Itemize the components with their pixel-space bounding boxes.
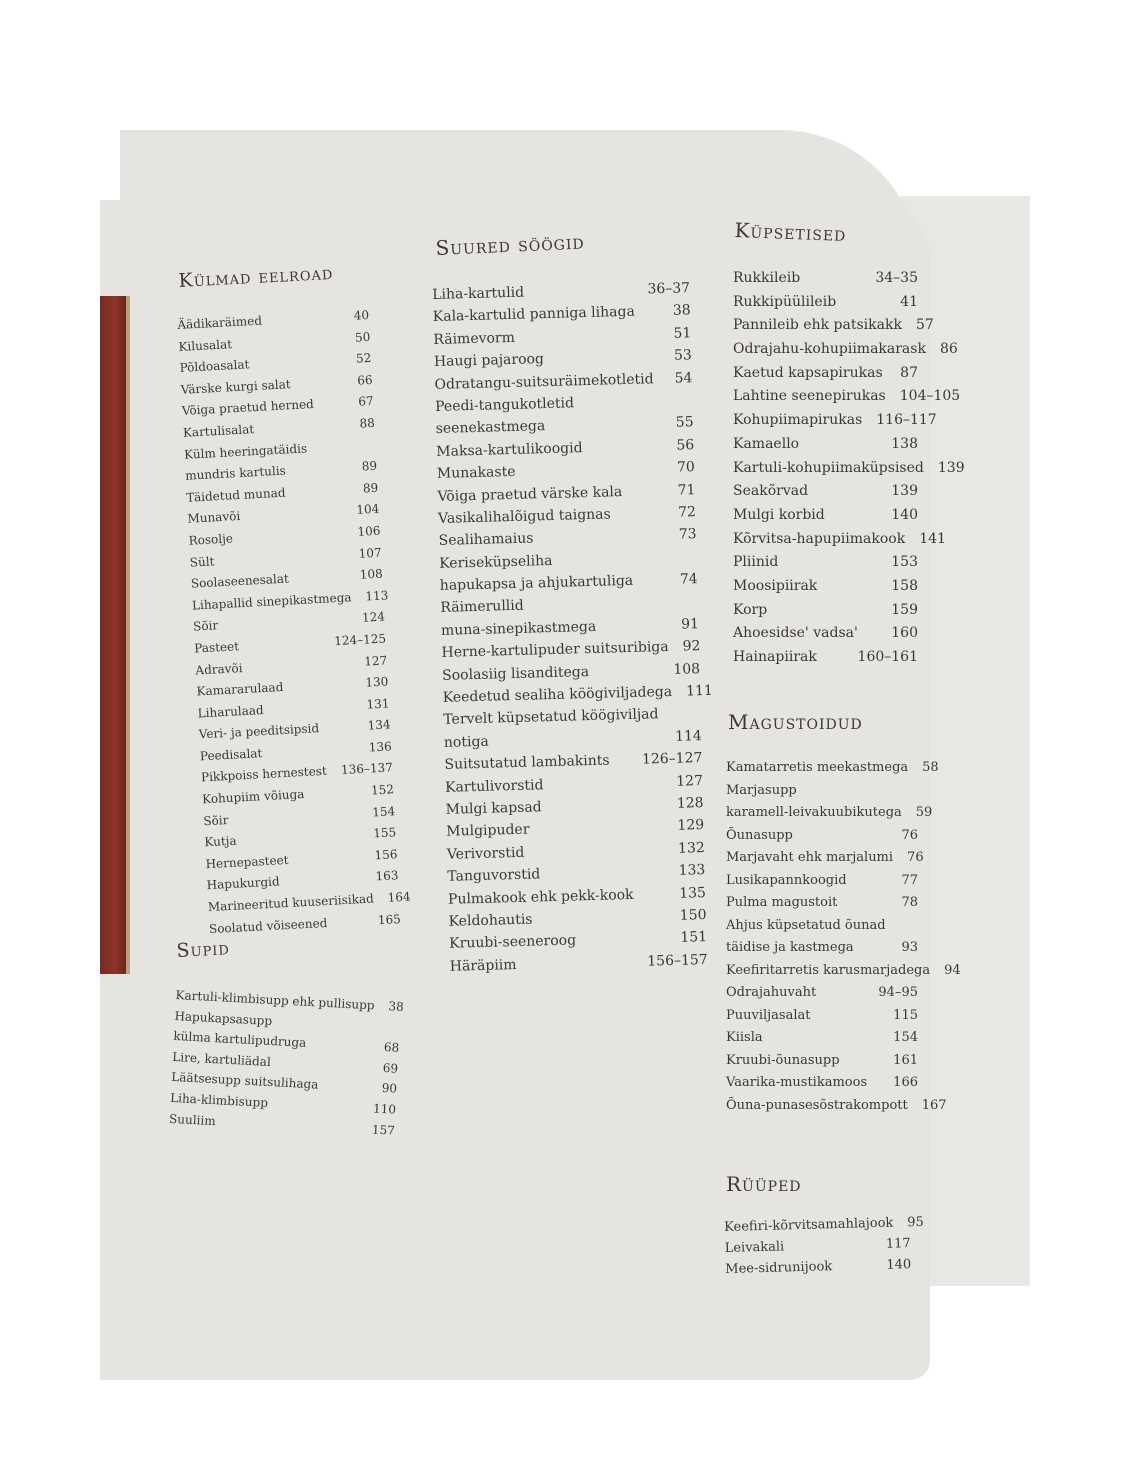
entry-name: seenekastmega [435,418,546,438]
index-entry [726,895,918,918]
entry-page-number: 93 [901,940,918,955]
entry-name: Kartulivorstid [444,776,544,796]
section-title-magustoidud: Magustoidud [728,710,863,734]
entry-name: Sõir [202,812,229,828]
entry-page-number: 156–157 [647,951,708,970]
entry-page-number: 127 [363,652,388,669]
index-entry [726,873,918,896]
entry-page-number: 160 [891,625,918,642]
entry-name: Pulmakook ehk pekk-kook [447,886,634,908]
entry-page-number: 130 [365,674,389,690]
entry-page-number: 88 [359,415,376,431]
index-entry [733,459,965,484]
index-entry [733,625,918,649]
entry-page-number: 150 [679,906,707,924]
index-entry [733,388,961,412]
entry-page-number: 134 [367,717,391,733]
entry-name: Külm heeringatäidis [183,440,308,462]
entry-name: Soolasiig lisanditega [441,663,590,684]
entry-name: Veri- ja peeditsipsid [198,721,320,742]
index-entry [726,985,918,1008]
entry-page-number: 52 [355,351,372,366]
entry-name: Kartulisalat [182,422,255,440]
index-entry [733,365,918,389]
index-entry [726,1008,918,1031]
entry-page-number: 124–125 [333,631,387,649]
entry-page-number: 71 [677,481,696,499]
entry-name: Moosipiirak [733,577,818,594]
section-title-suured-soogid: Suured söögid [435,229,586,260]
entry-name: Kamatarretis meekastmega [726,760,909,775]
entry-page-number: 89 [362,480,379,496]
entry-name: Mulgipuder [446,822,530,841]
index-entry [726,760,939,783]
entry-name: Rosolje [188,531,234,548]
entry-page-number: 127 [676,772,704,790]
entry-name: Kartuli-klimbisupp ehk pullisupp [175,988,375,1013]
entry-page-number: 34–35 [875,270,918,286]
entry-page-number: 36–37 [647,280,691,298]
entry-page-number: 140 [891,506,918,523]
entry-page-number: 53 [673,347,693,364]
index-entry [733,317,934,341]
entry-name: Õunasupp [726,827,793,843]
entry-page-number: 58 [922,760,939,775]
entry-name: Pasteet [193,639,240,656]
entry-page-number: 116–117 [876,412,937,429]
index-entry [733,554,918,578]
entry-page-number: 132 [677,839,705,857]
entry-name: Räimevorm [433,329,516,348]
entry-name: Tanguvorstid [447,866,541,885]
entry-name: Kamararulaad [196,680,284,699]
entry-name: Ahoesidse' vadsa' [733,625,858,642]
entry-page-number: 113 [365,588,389,604]
entry-name: Häräpiim [449,956,517,975]
entry-name: Mulgi korbid [733,506,825,523]
entry-name: Marineeritud kuuseriisikad [207,891,375,915]
entry-name: Keldohautis [448,911,533,930]
entry-name: Seakõrvad [733,483,809,500]
entry-name: Leivakali [724,1239,785,1256]
entry-page-number: 86 [939,341,958,358]
entry-page-number: 89 [361,458,378,474]
entry-name: Adravõi [195,660,243,678]
entry-page-number: 68 [383,1040,400,1055]
entry-page-number: 108 [359,566,384,582]
entry-name: Soolaseenesalat [190,571,290,591]
index-entry [726,1053,918,1076]
index-entry [726,1097,947,1121]
entry-name: Liha-kartulid [432,284,525,303]
entry-page-number: 139 [891,483,918,500]
entry-name: Ahjus küpsetatud õunad [726,917,886,933]
entry-name: Marjasupp [726,782,797,798]
entry-page-number: 155 [372,825,397,841]
entry-name: Pulma magustoit [726,895,838,910]
index-list-ryyped [724,1214,925,1283]
section-title-kupsetised: Küpsetised [734,218,847,246]
index-list-magustoidud [726,760,961,1120]
entry-name: Munavõi [187,509,241,527]
entry-page-number: 51 [673,325,692,342]
entry-name: külma kartulipudruga [173,1029,307,1051]
book-spine [100,296,127,974]
entry-name: Marjavaht ehk marjalumi [726,850,894,865]
entry-name: mundris kartulis [184,463,287,483]
entry-name: Täidetud munad [186,485,286,505]
section-title-supid: Supid [176,937,231,962]
index-entry [733,507,918,531]
entry-name: Hapukapsasupp [174,1008,273,1028]
entry-page-number: 78 [901,895,918,910]
entry-name: Lire, kartuliädal [172,1049,272,1069]
entry-name: Suuliim [168,1111,217,1128]
entry-name: Lihapallid sinepikastmega [191,589,352,613]
entry-name: Liharulaad [197,702,264,721]
entry-page-number: 87 [900,364,918,381]
entry-page-number: 164 [387,889,411,905]
entry-name: Mulgi kapsad [445,799,542,818]
entry-name: Õuna-punasesõstrakompott [726,1097,908,1113]
entry-page-number: 104–105 [899,388,961,405]
entry-name: Haugi pajaroog [433,351,545,371]
entry-page-number: 74 [679,571,698,588]
entry-name: Pikkpoiss hernestest [200,764,328,785]
entry-page-number: 138 [891,435,918,452]
entry-name: Keedetud sealiha köögiviljadega [442,683,673,706]
entry-page-number: 111 [685,682,714,700]
entry-page-number: 117 [885,1236,911,1252]
entry-page-number: 153 [891,554,918,571]
index-entry [726,828,918,851]
entry-name: Odratangu-suitsuräimekotletid [434,370,654,393]
entry-name: Kaetud kapsapirukas [733,364,883,381]
entry-name: Pliinid [733,554,779,571]
entry-page-number: 95 [907,1214,925,1231]
entry-page-number: 76 [901,827,918,843]
entry-page-number: 136–137 [340,760,394,778]
entry-page-number: 161 [893,1052,918,1068]
entry-page-number: 66 [356,372,373,388]
entry-page-number: 94–95 [878,985,918,1000]
index-list-kylmad-eelroad [177,307,411,943]
entry-name: Tervelt küpsetatud köögiviljad [443,706,659,729]
entry-page-number: 126–127 [641,750,703,768]
entry-name: Mee-sidrunijook [725,1259,833,1277]
entry-name: Vaarika-mustikamoos [726,1075,868,1090]
entry-page-number: 133 [678,862,706,879]
entry-page-number: 56 [676,436,695,454]
entry-name: Sült [189,553,215,570]
entry-name: Rukkipüülileib [733,293,837,310]
index-entry [726,850,924,873]
entry-page-number: 157 [371,1122,396,1138]
entry-name: muna-sinepikastmega [440,618,597,639]
entry-page-number: 40 [353,307,370,323]
entry-page-number: 90 [381,1081,398,1097]
entry-page-number: 73 [678,526,697,543]
entry-name: Keriseküpseliha [439,552,553,572]
entry-name: Võiga praetud värske kala [437,483,623,505]
entry-name: Kõrvitsa-hapupiimakook [733,530,906,547]
entry-page-number: 158 [891,577,918,594]
index-entry [733,602,918,626]
entry-name: karamell-leivakuubikutega [726,805,902,820]
entry-name: Äädikaräimed [177,313,263,332]
index-entry [733,341,958,365]
entry-page-number: 50 [354,329,371,345]
entry-page-number: 92 [682,638,701,655]
entry-name: täidise ja kastmega [726,940,854,955]
entry-page-number: 70 [676,459,696,476]
index-entry [733,294,918,318]
entry-page-number: 72 [677,504,697,521]
index-entry [726,918,918,941]
entry-name: Kartuli-kohupiimaküpsised [733,459,924,476]
entry-page-number: 77 [901,872,918,888]
entry-name: Peedi-tangukotletid [434,395,575,415]
index-list-suured-soogid [432,280,714,981]
index-entry [726,783,918,806]
entry-page-number: 76 [907,850,924,865]
entry-name: Värske kurgi salat [180,376,291,397]
entry-name: Kohupiim võiuga [201,787,305,807]
entry-page-number: 110 [372,1101,397,1117]
entry-name: Vasikalihalõigud taignas [437,506,611,527]
index-entry [726,962,961,986]
entry-page-number: 135 [679,884,707,902]
entry-page-number: 128 [676,795,704,812]
entry-page-number: 54 [674,369,693,387]
index-entry [726,805,933,828]
entry-page-number: 139 [937,459,965,476]
entry-name: Kruubi-seeneroog [448,932,577,953]
index-entry [733,270,918,294]
index-list-supid [168,988,405,1144]
index-entry [726,940,918,963]
entry-name: Kutja [204,833,237,850]
entry-name: Hainapiirak [733,649,817,665]
entry-page-number: 38 [388,999,405,1014]
entry-name: Keefiritarretis karusmarjadega [726,962,931,978]
entry-page-number: 156 [374,847,398,863]
entry-page-number: 114 [674,727,703,745]
entry-name: notiga [443,733,489,751]
spine-edge [126,296,130,974]
entry-name: Sõir [192,618,219,634]
entry-name: Kilusalat [178,336,233,354]
section-title-kylmad-eelroad: Külmad eelroad [178,261,334,292]
index-list-kupsetised [733,270,965,673]
entry-name: Kruubi-õunasupp [726,1052,840,1068]
entry-name: Peedisalat [199,746,263,764]
entry-page-number: 69 [382,1060,399,1076]
entry-page-number: 115 [893,1007,918,1023]
entry-page-number: 106 [357,523,381,539]
entry-page-number: 140 [886,1257,912,1273]
entry-name: Rukkileib [733,270,801,286]
entry-name: Soolatud võiseened [208,915,328,936]
entry-name: Odrajahuvaht [726,985,817,1000]
entry-name: Lahtine seenepirukas [733,388,886,405]
entry-name: Sealihamaius [438,530,534,550]
entry-name: Kala-kartulid panniga lihaga [432,304,636,326]
entry-page-number: 104 [356,502,380,518]
entry-page-number: 151 [680,929,708,947]
entry-name: Suitsutatud lambakints [444,752,610,774]
entry-page-number: 160–161 [857,649,918,665]
entry-page-number: 38 [672,302,691,320]
entry-page-number: 154 [371,803,396,820]
index-entry [733,436,918,460]
entry-name: Verivorstid [446,844,525,863]
entry-name: Lusikapannkoogid [726,872,847,888]
entry-page-number: 136 [368,739,393,755]
entry-page-number: 129 [677,817,705,835]
entry-name: Räimerullid [440,598,524,617]
index-entry [733,578,918,602]
entry-page-number: 107 [358,545,382,561]
entry-page-number: 94 [944,962,961,978]
entry-name: Munakaste [436,464,516,483]
entry-name: Maksa-kartulikoogid [436,439,583,460]
entry-name: Hapukurgid [206,874,280,893]
section-title-ryyped: Rüüped [726,1172,802,1196]
entry-name: Herne-kartulipuder suitsuribiga [441,639,669,662]
entry-page-number: 152 [370,782,395,798]
entry-page-number: 124 [361,609,386,626]
entry-page-number: 67 [357,394,374,409]
entry-page-number: 167 [921,1097,947,1113]
entry-name: Hernepasteet [205,852,289,872]
entry-name: Liha-klimbisupp [169,1090,269,1110]
entry-name: Kiisla [726,1030,763,1045]
entry-name: Keefiri-kõrvitsamahlajook [724,1215,894,1235]
entry-name: Korp [733,601,768,618]
entry-page-number: 166 [893,1075,918,1090]
entry-page-number: 91 [680,615,700,633]
entry-page-number: 165 [377,911,402,927]
entry-name: Põldoasalat [179,357,250,376]
index-entry [733,530,946,555]
entry-page-number: 131 [366,696,390,712]
entry-page-number: 57 [915,317,934,334]
entry-name: Puuviljasalat [726,1007,811,1023]
entry-name: Läätsesupp suitsulihaga [170,1070,319,1092]
index-entry [733,483,918,507]
index-entry [733,649,918,673]
index-entry [733,412,937,436]
entry-page-number: 163 [375,868,399,884]
entry-name: Kohupiimapirukas [733,412,863,429]
entry-page-number: 154 [893,1030,918,1045]
entry-page-number: 108 [673,660,701,678]
entry-page-number: 59 [915,805,933,820]
entry-name: Odrajahu-kohupiimakarask [733,341,926,358]
index-entry [726,1030,918,1053]
entry-name: hapukapsa ja ahjukartuliga [439,572,634,594]
entry-name: Pannileib ehk patsikakk [733,317,902,334]
entry-name: Võiga praetud herned [181,397,315,419]
entry-page-number: 159 [891,601,918,618]
entry-page-number: 141 [919,530,946,547]
index-entry [726,1075,918,1098]
entry-page-number: 41 [900,293,918,310]
entry-name: Kamaello [733,435,800,452]
entry-page-number: 55 [675,414,694,432]
